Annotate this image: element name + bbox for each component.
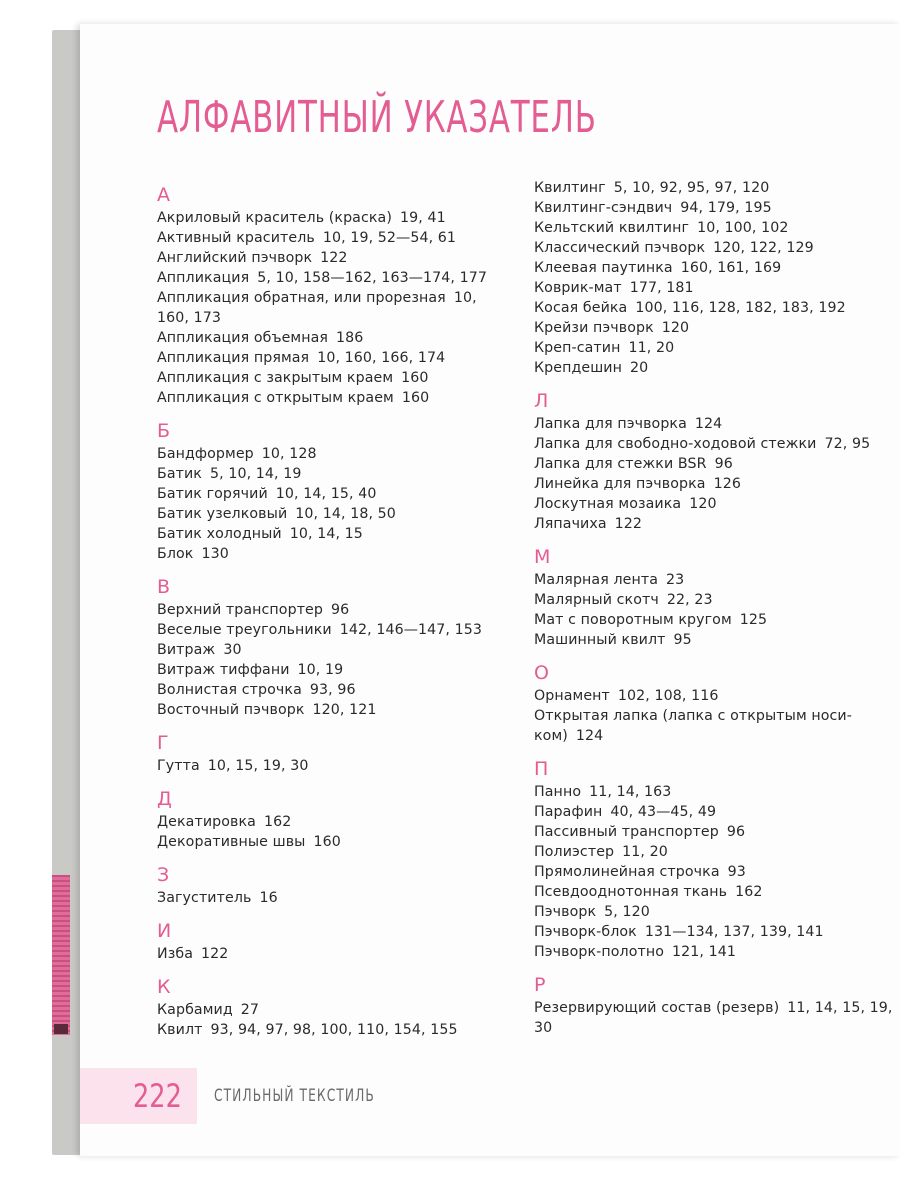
index-pages: 95 xyxy=(673,632,692,648)
index-term: Аппликация объемная xyxy=(157,330,329,346)
index-entry-list xyxy=(157,1000,497,1040)
index-entry xyxy=(534,178,900,198)
index-entry xyxy=(534,494,900,514)
index-pages: 5, 120 xyxy=(604,904,650,920)
binding-thread xyxy=(54,1024,68,1034)
index-pages: 162 xyxy=(735,884,763,900)
index-entry-list xyxy=(157,756,497,776)
index-pages: 160 xyxy=(401,390,430,406)
index-term: Линейка для пэчворка xyxy=(534,476,706,492)
index-entry xyxy=(534,862,900,882)
index-term: Витраж тиффани xyxy=(157,662,290,678)
index-letter-heading: П xyxy=(534,758,549,780)
index-pages: 126 xyxy=(713,476,741,492)
index-entry xyxy=(157,600,497,620)
index-pages: 10, 19 xyxy=(297,662,344,678)
page-number: 222 xyxy=(133,1077,182,1115)
index-entry xyxy=(534,338,900,358)
index-pages: 131—134, 137, 139, 141 xyxy=(644,924,824,940)
index-entry-list xyxy=(534,570,900,650)
index-entry xyxy=(534,822,900,842)
index-term: Орнамент xyxy=(534,688,610,704)
index-pages: 96 xyxy=(726,824,746,840)
index-pages: 96 xyxy=(714,456,733,472)
index-entry-list xyxy=(534,178,900,378)
index-pages: 72, 95 xyxy=(824,436,871,452)
index-letter-heading: Л xyxy=(534,390,549,412)
index-term: Классический пэчворк xyxy=(534,240,706,256)
index-term: Мат с поворотным кругом xyxy=(534,612,732,628)
index-term: Псевдооднотонная ткань xyxy=(534,884,728,900)
index-entry xyxy=(157,660,497,680)
index-entry-list xyxy=(157,208,497,408)
index-term: Батик узелковый xyxy=(157,506,288,522)
index-entry xyxy=(534,570,900,590)
index-term: Изба xyxy=(157,946,194,962)
index-pages: 11, 14, 163 xyxy=(589,784,672,800)
index-term: Аппликация с открытым краем xyxy=(157,390,394,406)
index-entry xyxy=(534,610,900,630)
index-entry xyxy=(534,318,900,338)
index-term: Батик горячий xyxy=(157,486,268,502)
index-term: Карбамид xyxy=(157,1002,233,1018)
index-entry-list xyxy=(534,998,900,1038)
binding-stitching xyxy=(52,875,70,1035)
index-pages: 23 xyxy=(666,572,685,588)
index-term: Витраж xyxy=(157,642,216,658)
index-pages: 177, 181 xyxy=(629,280,694,296)
index-entry xyxy=(534,630,900,650)
index-term: Ляпачиха xyxy=(534,516,607,532)
index-entry xyxy=(157,444,497,464)
index-term: Квилтинг xyxy=(534,180,606,196)
index-letter-heading: О xyxy=(534,662,549,684)
index-entry xyxy=(157,680,497,700)
index-term: Крепдешин xyxy=(534,360,622,376)
index-term: Пэчворк-полотно xyxy=(534,944,664,960)
index-entry xyxy=(157,620,497,640)
index-term: Крейзи пэчворк xyxy=(534,320,654,336)
index-entry xyxy=(157,756,497,776)
index-entry xyxy=(157,228,497,248)
index-entry xyxy=(534,590,900,610)
index-entry xyxy=(534,358,900,378)
index-entry xyxy=(157,524,497,544)
index-entry-list xyxy=(157,888,497,908)
index-term: Восточный пэчворк xyxy=(157,702,305,718)
index-term: Веселые треугольники xyxy=(157,622,332,638)
index-entry-list xyxy=(157,444,497,564)
index-entry-list xyxy=(157,944,497,964)
index-pages: 186 xyxy=(336,330,364,346)
index-entry xyxy=(157,888,497,908)
index-entry xyxy=(534,298,900,318)
index-pages: 11, 20 xyxy=(622,844,668,860)
index-entry xyxy=(534,842,900,862)
index-term: Декатировка xyxy=(157,814,256,830)
index-term: Аппликация xyxy=(157,270,250,286)
index-term: Квилтинг-сэндвич xyxy=(534,200,673,216)
index-pages: 94, 179, 195 xyxy=(680,200,772,216)
index-entry xyxy=(534,434,900,454)
index-pages: 5, 10, 158—162, 163—174, 177 xyxy=(257,270,487,286)
index-entry xyxy=(534,474,900,494)
index-entry xyxy=(157,268,497,288)
index-pages: 22, 23 xyxy=(666,592,713,608)
index-entry xyxy=(534,706,900,746)
page-title: АЛФАВИТНЫЙ УКАЗАТЕЛЬ xyxy=(157,92,597,143)
index-pages: 27 xyxy=(240,1002,260,1018)
index-pages: 5, 10, 14, 19 xyxy=(209,466,302,482)
index-pages: 10, 15, 19, 30 xyxy=(207,758,309,774)
index-pages: 160, 161, 169 xyxy=(680,260,782,276)
index-entry xyxy=(157,208,497,228)
index-entry xyxy=(157,832,497,852)
index-term: Лапка для пэчворка xyxy=(534,416,687,432)
index-pages: 5, 10, 92, 95, 97, 120 xyxy=(613,180,770,196)
index-entry xyxy=(157,484,497,504)
index-pages: 142, 146—147, 153 xyxy=(339,622,482,638)
index-term: Клеевая паутинка xyxy=(534,260,673,276)
index-pages: 122 xyxy=(320,250,348,266)
index-entry xyxy=(157,464,497,484)
index-term: Аппликация прямая xyxy=(157,350,310,366)
index-term: Косая бейка xyxy=(534,300,628,316)
index-pages: 162 xyxy=(263,814,292,830)
index-entry xyxy=(534,258,900,278)
index-pages: 122 xyxy=(614,516,643,532)
index-entry xyxy=(157,348,497,368)
index-term: Лапка для стежки BSR xyxy=(534,456,707,472)
index-entry xyxy=(534,218,900,238)
index-letter-heading: М xyxy=(534,546,551,568)
index-entry xyxy=(157,368,497,388)
index-term: Коврик-мат xyxy=(534,280,622,296)
index-pages: 10, 14, 15 xyxy=(289,526,363,542)
index-pages: 122 xyxy=(201,946,229,962)
index-pages: 96 xyxy=(331,602,350,618)
index-letter-heading: В xyxy=(157,576,171,598)
index-term: Пассивный транспортер xyxy=(534,824,719,840)
index-pages: 100, 116, 128, 182, 183, 192 xyxy=(635,300,846,316)
index-letter-heading: К xyxy=(157,976,171,998)
index-entry xyxy=(157,944,497,964)
index-pages: 10, 19, 52—54, 61 xyxy=(322,230,457,246)
index-term: Английский пэчворк xyxy=(157,250,313,266)
index-column-left xyxy=(157,182,497,1050)
index-term: Кельтский квилтинг xyxy=(534,220,690,236)
index-entry-list xyxy=(534,414,900,534)
index-pages: 10, 100, 102 xyxy=(697,220,789,236)
index-pages: 11, 14, 15, 19, 30 xyxy=(534,1000,893,1036)
index-entry xyxy=(157,504,497,524)
index-term: Блок xyxy=(157,546,194,562)
index-term: Акриловый краситель (краска) xyxy=(157,210,392,226)
index-pages: 124 xyxy=(575,728,604,744)
index-entry xyxy=(534,514,900,534)
index-pages: 120 xyxy=(689,496,717,512)
index-entry-list xyxy=(534,782,900,962)
index-entry-list xyxy=(534,686,900,746)
index-entry xyxy=(534,278,900,298)
index-entry xyxy=(157,1020,497,1040)
index-entry xyxy=(534,902,900,922)
index-pages: 30 xyxy=(223,642,242,658)
index-entry xyxy=(534,414,900,434)
index-term: Квилт xyxy=(157,1022,203,1038)
index-letter-heading: Р xyxy=(534,974,546,996)
index-pages: 10, 128 xyxy=(261,446,317,462)
index-entry xyxy=(157,288,497,328)
index-pages: 16 xyxy=(259,890,278,906)
index-term: Малярная лента xyxy=(534,572,658,588)
index-pages: 93, 96 xyxy=(309,682,356,698)
index-letter-heading: А xyxy=(157,184,170,206)
index-term: Лоскутная мозаика xyxy=(534,496,682,512)
index-pages: 19, 41 xyxy=(399,210,446,226)
index-entry xyxy=(534,782,900,802)
index-term: Прямолинейная строчка xyxy=(534,864,720,880)
index-entry xyxy=(157,812,497,832)
index-term: Малярный скотч xyxy=(534,592,659,608)
index-term: Верхний транспортер xyxy=(157,602,323,618)
index-pages: 10, 160, 173 xyxy=(157,290,477,326)
index-pages: 10, 14, 15, 40 xyxy=(275,486,377,502)
index-term: Бандформер xyxy=(157,446,254,462)
index-term: Волнистая строчка xyxy=(157,682,302,698)
index-pages: 120, 122, 129 xyxy=(713,240,814,256)
index-term: Загуститель xyxy=(157,890,252,906)
index-entry xyxy=(534,942,900,962)
index-term: Открытая лапка (лапка с открытым носи-ком) xyxy=(534,708,852,744)
index-entry xyxy=(534,238,900,258)
index-column-right xyxy=(534,178,900,1048)
index-entry-list xyxy=(157,812,497,852)
index-pages: 40, 43—45, 49 xyxy=(610,804,717,820)
index-pages: 121, 141 xyxy=(672,944,736,960)
index-entry xyxy=(157,1000,497,1020)
index-term: Лапка для свободно-ходовой стежки xyxy=(534,436,817,452)
index-term: Резервирующий состав (резерв) xyxy=(534,1000,780,1016)
index-term: Активный краситель xyxy=(157,230,315,246)
index-entry xyxy=(534,922,900,942)
index-term: Пэчворк xyxy=(534,904,597,920)
index-term: Полиэстер xyxy=(534,844,615,860)
index-entry xyxy=(534,802,900,822)
index-term: Аппликация обратная, или прорезная xyxy=(157,290,446,306)
index-pages: 11, 20 xyxy=(628,340,675,356)
index-pages: 125 xyxy=(739,612,768,628)
index-term: Креп-сатин xyxy=(534,340,621,356)
index-letter-heading: З xyxy=(157,864,170,886)
index-entry xyxy=(157,328,497,348)
index-entry xyxy=(157,640,497,660)
index-term: Пэчворк-блок xyxy=(534,924,637,940)
index-term: Аппликация с закрытым краем xyxy=(157,370,394,386)
index-entry xyxy=(157,544,497,564)
index-term: Машинный квилт xyxy=(534,632,666,648)
index-letter-heading: Б xyxy=(157,420,171,442)
index-pages: 160 xyxy=(313,834,341,850)
index-entry xyxy=(157,700,497,720)
index-entry xyxy=(534,686,900,706)
index-pages: 160 xyxy=(401,370,429,386)
index-pages: 124 xyxy=(694,416,723,432)
index-pages: 10, 14, 18, 50 xyxy=(295,506,396,522)
index-pages: 93 xyxy=(727,864,746,880)
index-pages: 102, 108, 116 xyxy=(617,688,719,704)
book-title: СТИЛЬНЫЙ ТЕКСТИЛЬ xyxy=(214,1086,375,1106)
index-entry xyxy=(157,248,497,268)
index-pages: 130 xyxy=(201,546,229,562)
index-entry xyxy=(534,882,900,902)
index-pages: 93, 94, 97, 98, 100, 110, 154, 155 xyxy=(210,1022,458,1038)
index-entry-list xyxy=(157,600,497,720)
index-letter-heading: Д xyxy=(157,788,172,810)
index-entry xyxy=(157,388,497,408)
index-entry xyxy=(534,198,900,218)
index-pages: 120 xyxy=(661,320,690,336)
index-term: Панно xyxy=(534,784,582,800)
index-entry xyxy=(534,998,900,1038)
index-term: Гутта xyxy=(157,758,200,774)
index-term: Батик холодный xyxy=(157,526,282,542)
index-letter-heading: Г xyxy=(157,732,169,754)
index-term: Батик xyxy=(157,466,202,482)
index-pages: 10, 160, 166, 174 xyxy=(317,350,446,366)
index-term: Декоративные швы xyxy=(157,834,306,850)
index-pages: 20 xyxy=(630,360,649,376)
index-letter-heading: И xyxy=(157,920,172,942)
index-term: Парафин xyxy=(534,804,603,820)
index-entry xyxy=(534,454,900,474)
index-pages: 120, 121 xyxy=(312,702,377,718)
